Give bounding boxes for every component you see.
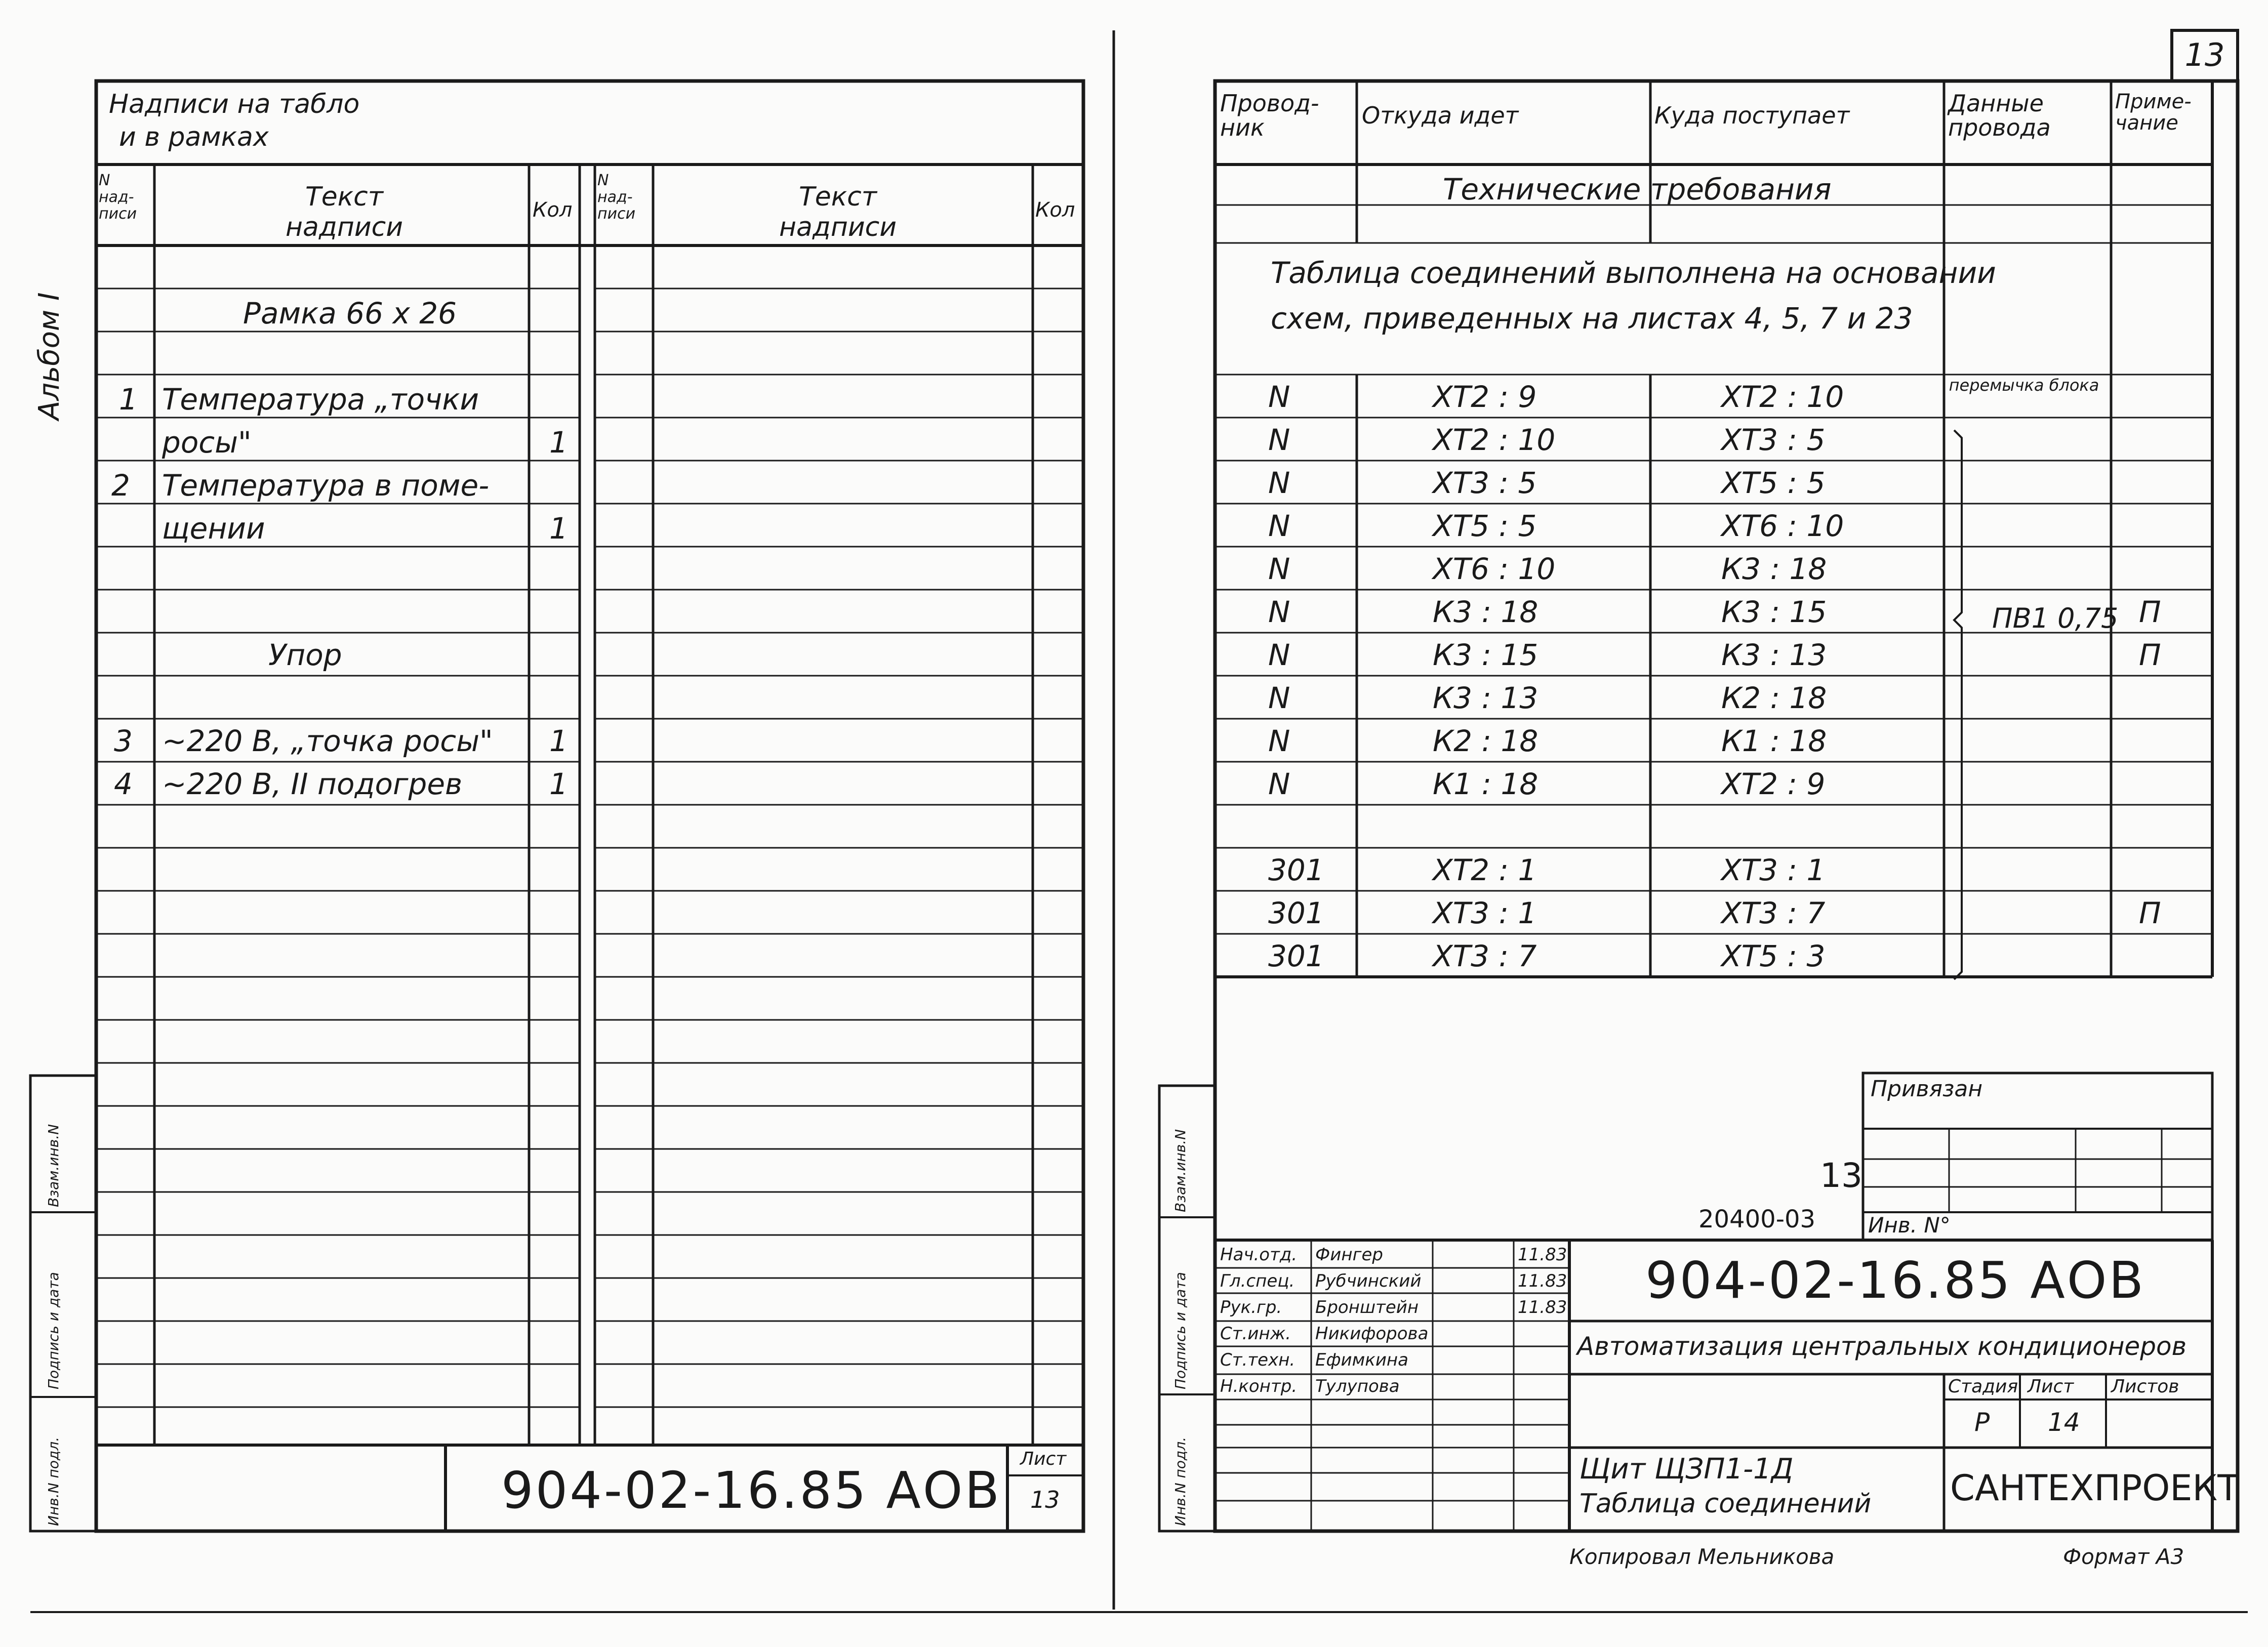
conn-wire: N	[1268, 466, 1290, 500]
approval-name: Бронштейн	[1315, 1297, 1419, 1317]
conn-wire: N	[1268, 638, 1290, 672]
sheet-number: 14	[2048, 1408, 2080, 1437]
conn-wire: N	[1268, 595, 1290, 629]
header-from: Откуда идет	[1362, 102, 1519, 129]
conn-from: ХТ2 : 10	[1433, 423, 1556, 457]
approval-role: Нач.отд.	[1220, 1245, 1298, 1265]
col-num-header-2: N над-писи	[597, 172, 636, 223]
bound-number: 13	[1820, 1156, 1862, 1195]
drawing-title-line1: Щит ЩЗП1-1Д	[1580, 1453, 1794, 1486]
col-qty-header-2: Кол	[1035, 198, 1075, 222]
label-row-qty: 1	[549, 425, 568, 460]
conn-to: К3 : 13	[1721, 638, 1827, 672]
conn-to: ХТ3 : 7	[1721, 896, 1826, 930]
header-note: Приме-чание	[2115, 90, 2192, 135]
approval-role: Ст.инж.	[1220, 1324, 1291, 1344]
approval-name: Никифорова	[1315, 1324, 1429, 1344]
label-row-text: росы"	[162, 425, 252, 460]
sheets-label: Листов	[2111, 1376, 2179, 1397]
conn-to: ХТ2 : 10	[1721, 380, 1844, 414]
left-doc-code: 904-02-16.85 АОВ	[501, 1461, 1002, 1520]
right-stamp-label-sign: Подпись и дата	[1172, 1272, 1189, 1389]
conn-from: К3 : 13	[1433, 681, 1538, 715]
bound-label: Привязан	[1871, 1076, 1983, 1102]
right-stamp-label-inv: Инв.N подл.	[1172, 1436, 1189, 1526]
stamp-label-sign: Подпись и дата	[45, 1272, 62, 1389]
approval-name: Тулупова	[1315, 1376, 1400, 1396]
left-sheet-label: Лист	[1020, 1449, 1067, 1469]
conn-wire: N	[1268, 552, 1290, 586]
stage-value: Р	[1974, 1408, 1990, 1437]
col-num-header: N над-писи	[99, 172, 137, 223]
right-stamp-label-replace: Взам.инв.N	[1172, 1129, 1189, 1212]
conn-from: К3 : 18	[1433, 595, 1538, 629]
inv-label: Инв. N°	[1868, 1213, 1951, 1238]
label-row-text: Температура „точки	[162, 382, 479, 417]
conn-to: К3 : 18	[1721, 552, 1827, 586]
album-label: Альбом I	[33, 292, 66, 420]
conn-from: ХТ2 : 1	[1433, 853, 1537, 887]
conn-from: К1 : 18	[1433, 767, 1538, 801]
col-text-header: Текст надписи	[286, 182, 403, 242]
label-row-text: Рамка 66 х 26	[243, 296, 457, 331]
label-row-qty: 1	[549, 724, 568, 758]
conn-from: К3 : 15	[1433, 638, 1538, 672]
conn-wire: 301	[1268, 896, 1324, 930]
conn-wire: N	[1268, 509, 1290, 543]
requirements-line2: схем, приведенных на листах 4, 5, 7 и 23	[1271, 301, 1913, 336]
conn-to: ХТ5 : 5	[1721, 466, 1826, 500]
conn-note: П	[2139, 896, 2161, 930]
conn-to: К3 : 15	[1721, 595, 1827, 629]
label-row-qty: 1	[549, 767, 568, 801]
conn-to: К2 : 18	[1721, 681, 1827, 715]
right-doc-code: 904-02-16.85 АОВ	[1645, 1251, 2146, 1310]
approval-name: Рубчинский	[1315, 1271, 1422, 1291]
conn-wire: N	[1268, 380, 1290, 414]
project-title: Автоматизация центральных кондиционеров	[1577, 1332, 2187, 1361]
label-row-text: щении	[162, 511, 265, 546]
label-row-text: Температура в поме-	[162, 468, 490, 503]
left-sheet-number: 13	[1030, 1486, 1060, 1513]
conn-wire: N	[1268, 681, 1290, 715]
conn-wire: N	[1268, 767, 1290, 801]
requirements-title: Технические требования	[1443, 172, 1832, 207]
conn-note: П	[2139, 638, 2161, 672]
jumper-label: перемычка блока	[1949, 376, 2099, 395]
label-row-num: 1	[119, 382, 138, 417]
wire-spec: ПВ1 0,75	[1992, 602, 2119, 634]
approval-name: Ефимкина	[1315, 1350, 1408, 1370]
label-row-num: 4	[114, 767, 133, 801]
col-text-header-2: Текст надписи	[779, 182, 897, 242]
approval-role: Гл.спец.	[1220, 1271, 1295, 1291]
conn-from: ХТ2 : 9	[1433, 380, 1537, 414]
conn-to: ХТ5 : 3	[1721, 939, 1826, 973]
label-row-qty: 1	[549, 511, 568, 546]
stamp-label-inv: Инв.N подл.	[45, 1436, 62, 1526]
left-title-line2: и в рамках	[119, 122, 269, 152]
conn-note: П	[2139, 595, 2161, 629]
label-row-num: 3	[114, 724, 133, 758]
label-row-text: ~220 В, „точка росы"	[162, 724, 493, 758]
conn-to: К1 : 18	[1721, 724, 1827, 758]
copied-by: Копировал Мельникова	[1569, 1544, 1835, 1569]
label-row-num: 2	[111, 468, 130, 503]
requirements-line1: Таблица соединений выполнена на основании	[1271, 256, 1996, 290]
conn-from: ХТ3 : 5	[1433, 466, 1537, 500]
conn-from: ХТ6 : 10	[1433, 552, 1556, 586]
approval-name: Фингер	[1315, 1245, 1383, 1265]
header-data: Данные провода	[1948, 90, 2051, 142]
page-number: 13	[2184, 36, 2225, 73]
approval-date: 11.83	[1518, 1297, 1567, 1317]
conn-wire: 301	[1268, 939, 1324, 973]
conn-wire: N	[1268, 423, 1290, 457]
sheet-label: Лист	[2028, 1376, 2074, 1397]
approval-date: 11.83	[1518, 1271, 1567, 1291]
conn-to: ХТ3 : 5	[1721, 423, 1826, 457]
approval-date: 11.83	[1518, 1245, 1567, 1265]
header-wire: Провод-ник	[1220, 90, 1319, 142]
archive-number: 20400-03	[1698, 1205, 1816, 1233]
approval-role: Рук.гр.	[1220, 1297, 1282, 1317]
conn-from: ХТ3 : 1	[1433, 896, 1537, 930]
conn-to: ХТ3 : 1	[1721, 853, 1826, 887]
col-qty-header: Кол	[533, 198, 573, 222]
conn-to: ХТ2 : 9	[1721, 767, 1826, 801]
conn-from: К2 : 18	[1433, 724, 1538, 758]
conn-from: ХТ3 : 7	[1433, 939, 1537, 973]
header-to: Куда поступает	[1654, 102, 1850, 129]
organization: САНТЕХПРОЕКТ	[1950, 1467, 2239, 1509]
conn-wire: 301	[1268, 853, 1324, 887]
stamp-label-replace: Взам.инв.N	[45, 1124, 62, 1207]
label-row-text: ~220 В, II подогрев	[162, 767, 463, 801]
format-label: Формат А3	[2063, 1544, 2184, 1569]
stage-label: Стадия	[1948, 1376, 2018, 1397]
left-title-line1: Надписи на табло	[109, 89, 360, 119]
drawing-title-line2: Таблица соединений	[1580, 1489, 1872, 1519]
label-row-text: Упор	[268, 638, 342, 672]
conn-wire: N	[1268, 724, 1290, 758]
conn-to: ХТ6 : 10	[1721, 509, 1844, 543]
approval-role: Ст.техн.	[1220, 1350, 1295, 1370]
approval-role: Н.контр.	[1220, 1376, 1298, 1396]
conn-from: ХТ5 : 5	[1433, 509, 1537, 543]
